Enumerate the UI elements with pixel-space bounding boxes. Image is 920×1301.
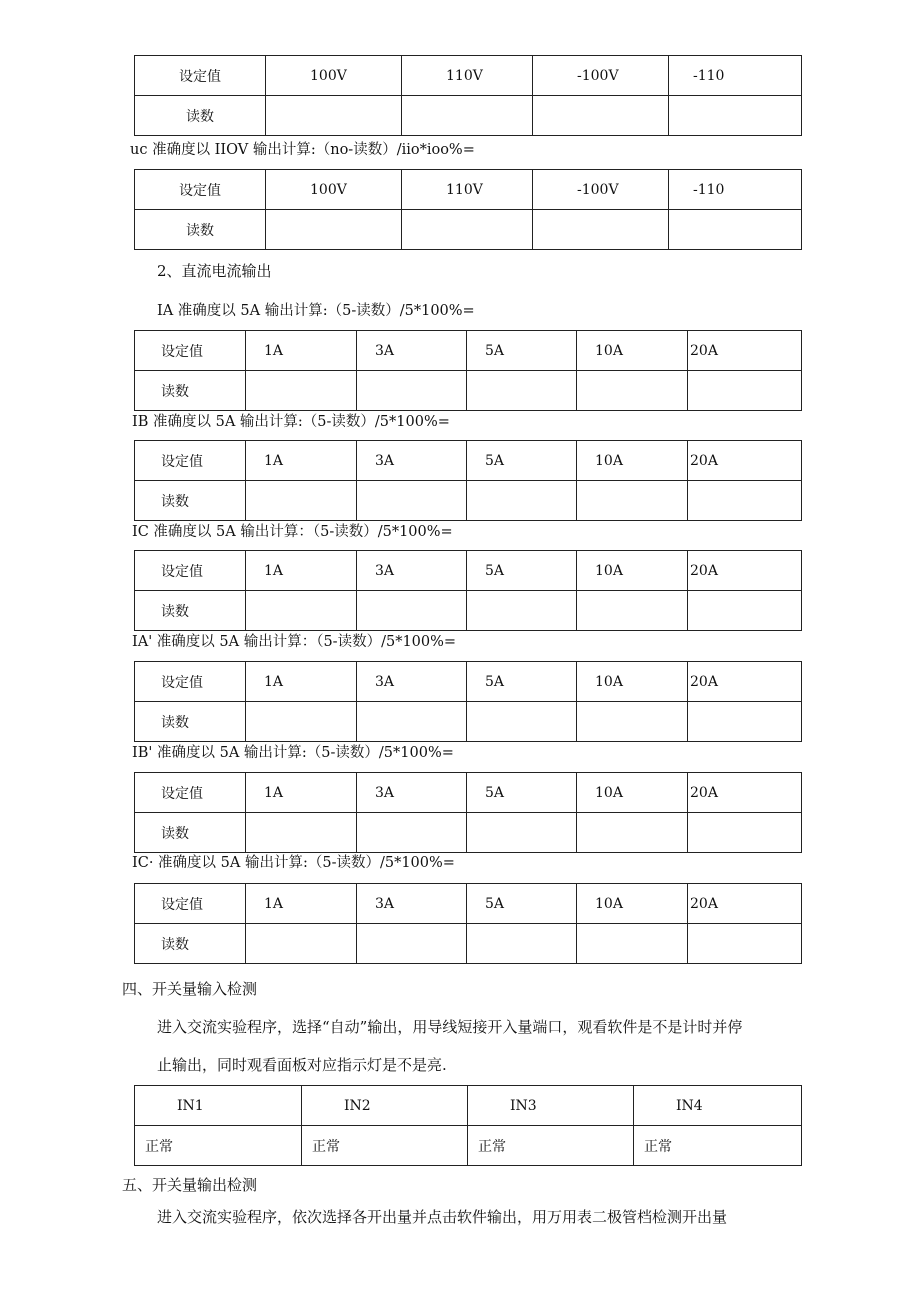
setting-label: 设定值 (135, 56, 266, 96)
current-table-ib (134, 440, 802, 521)
reading-cell (266, 96, 402, 136)
table-header-cell: IN4 (634, 1086, 802, 1126)
setting-label: 设定值 (135, 170, 266, 210)
section-4-heading: 四、开关量输入检测 (122, 980, 258, 998)
table-cell: 20A (688, 441, 802, 481)
table-row (135, 210, 802, 250)
reading-cell (577, 702, 688, 742)
reading-cell (688, 924, 802, 964)
table-row (135, 924, 802, 964)
table-row (135, 481, 802, 521)
table-cell: 3A (357, 773, 467, 813)
table-cell: 20A (688, 884, 802, 924)
table-cell: 10A (577, 331, 688, 371)
table-cell: 1A (246, 662, 357, 702)
table-cell: 5A (467, 441, 577, 481)
table-cell: 1A (246, 551, 357, 591)
current-table-ic-prime (134, 883, 802, 964)
table-row (135, 371, 802, 411)
current-table-ib-prime (134, 772, 802, 853)
setting-label: 设定值 (135, 331, 246, 371)
reading-cell (246, 481, 357, 521)
reading-cell (688, 591, 802, 631)
reading-cell (669, 210, 802, 250)
setting-label: 设定值 (135, 441, 246, 481)
reading-cell (357, 591, 467, 631)
table-cell: 5A (467, 884, 577, 924)
reading-cell (688, 371, 802, 411)
reading-cell (467, 702, 577, 742)
table-cell: 3A (357, 441, 467, 481)
table-cell: 正常 (135, 1126, 302, 1166)
current-table-ia-prime (134, 661, 802, 742)
reading-cell (246, 924, 357, 964)
table-cell: 10A (577, 884, 688, 924)
reading-label: 读数 (135, 702, 246, 742)
table-cell: 20A (688, 331, 802, 371)
table-header-cell: IN3 (468, 1086, 634, 1126)
table-row (135, 1086, 802, 1126)
table-cell: 110V (402, 170, 533, 210)
table-row (135, 331, 802, 371)
reading-cell (688, 813, 802, 853)
reading-cell (467, 924, 577, 964)
reading-cell (357, 371, 467, 411)
ic-prime-caption: IC· 准确度以 5A 输出计算:（5-读数）/5*100%= (132, 855, 455, 871)
table-cell: 正常 (634, 1126, 802, 1166)
current-table-ic (134, 550, 802, 631)
reading-cell (577, 591, 688, 631)
table-cell: -110 (669, 56, 802, 96)
reading-cell (246, 591, 357, 631)
table-row (135, 662, 802, 702)
table-cell: 3A (357, 662, 467, 702)
table-header-cell: IN2 (302, 1086, 468, 1126)
ia-prime-caption: IA' 准确度以 5A 输出计算：（5-读数）/5*100%= (132, 634, 457, 650)
ib-prime-caption: IB' 准确度以 5A 输出计算:（5-读数）/5*100%= (132, 745, 454, 761)
reading-cell (577, 924, 688, 964)
voltage-table-2 (134, 169, 802, 250)
setting-label: 设定值 (135, 773, 246, 813)
reading-label: 读数 (135, 96, 266, 136)
table-cell: 3A (357, 884, 467, 924)
table-cell: 5A (467, 331, 577, 371)
reading-label: 读数 (135, 371, 246, 411)
table-row (135, 1126, 802, 1166)
reading-cell (357, 702, 467, 742)
table-cell: 10A (577, 773, 688, 813)
reading-label: 读数 (135, 210, 266, 250)
reading-cell (669, 96, 802, 136)
reading-cell (467, 591, 577, 631)
table-cell: 20A (688, 662, 802, 702)
current-table-ia (134, 330, 802, 411)
table-cell: 10A (577, 551, 688, 591)
section-dc-current-heading: 2、直流电流输出 (157, 262, 272, 280)
reading-cell (577, 371, 688, 411)
ic-caption: IC 准确度以 5A 输出计算：（5-读数）/5*100%= (132, 524, 453, 540)
reading-cell (266, 210, 402, 250)
table-cell: 20A (688, 551, 802, 591)
reading-cell (533, 210, 669, 250)
reading-cell (577, 813, 688, 853)
setting-label: 设定值 (135, 662, 246, 702)
reading-label: 读数 (135, 481, 246, 521)
reading-label: 读数 (135, 591, 246, 631)
table-cell: -100V (533, 170, 669, 210)
reading-cell (357, 924, 467, 964)
table-cell: -110 (669, 170, 802, 210)
table-row (135, 96, 802, 136)
table-cell: 5A (467, 662, 577, 702)
setting-label: 设定值 (135, 551, 246, 591)
reading-cell (467, 481, 577, 521)
table-header-cell: IN1 (135, 1086, 302, 1126)
table-cell: 100V (266, 170, 402, 210)
table-cell: -100V (533, 56, 669, 96)
reading-cell (246, 371, 357, 411)
table-cell: 3A (357, 551, 467, 591)
table-cell: 1A (246, 773, 357, 813)
table-cell: 5A (467, 773, 577, 813)
section-5-paragraph-line-1: 进入交流实验程序，依次选择各开出量并点击软件输出，用万用表二极管档检测开出量 (157, 1208, 728, 1226)
table-cell: 10A (577, 662, 688, 702)
table-row (135, 170, 802, 210)
table-cell: 1A (246, 884, 357, 924)
table-cell: 3A (357, 331, 467, 371)
reading-cell (402, 96, 533, 136)
table-cell: 正常 (468, 1126, 634, 1166)
table-row (135, 551, 802, 591)
reading-cell (357, 813, 467, 853)
reading-cell (357, 481, 467, 521)
reading-cell (402, 210, 533, 250)
table-cell: 1A (246, 441, 357, 481)
table-cell: 110V (402, 56, 533, 96)
reading-cell (246, 813, 357, 853)
table-cell: 100V (266, 56, 402, 96)
voltage-table-1 (134, 55, 802, 136)
table-cell: 20A (688, 773, 802, 813)
switch-input-table (134, 1085, 802, 1166)
table-row (135, 56, 802, 96)
table-cell: 1A (246, 331, 357, 371)
reading-cell (533, 96, 669, 136)
table-row (135, 441, 802, 481)
table-row (135, 773, 802, 813)
reading-cell (246, 702, 357, 742)
ib-caption: IB 准确度以 5A 输出计算:（5-读数）/5*100%= (132, 414, 450, 430)
reading-label: 读数 (135, 813, 246, 853)
reading-cell (688, 481, 802, 521)
table-cell: 正常 (302, 1126, 468, 1166)
section-4-paragraph-line-1: 进入交流实验程序，选择“自动”输出，用导线短接开入量端口，观看软件是不是计时并停 (157, 1018, 743, 1036)
reading-label: 读数 (135, 924, 246, 964)
reading-cell (688, 702, 802, 742)
section-5-heading: 五、开关量输出检测 (122, 1176, 258, 1194)
section-4-paragraph-line-2: 止输出，同时观看面板对应指示灯是不是亮. (157, 1056, 447, 1074)
table-row (135, 884, 802, 924)
reading-cell (467, 371, 577, 411)
ia-caption: IA 准确度以 5A 输出计算:（5-读数）/5*100%= (157, 303, 475, 319)
table-cell: 5A (467, 551, 577, 591)
table-row (135, 591, 802, 631)
table-row (135, 702, 802, 742)
reading-cell (577, 481, 688, 521)
table-cell: 10A (577, 441, 688, 481)
table-row (135, 813, 802, 853)
reading-cell (467, 813, 577, 853)
setting-label: 设定值 (135, 884, 246, 924)
uc-caption: uc 准确度以 IIOV 输出计算:（no-读数）/iio*ioo%= (130, 142, 475, 158)
